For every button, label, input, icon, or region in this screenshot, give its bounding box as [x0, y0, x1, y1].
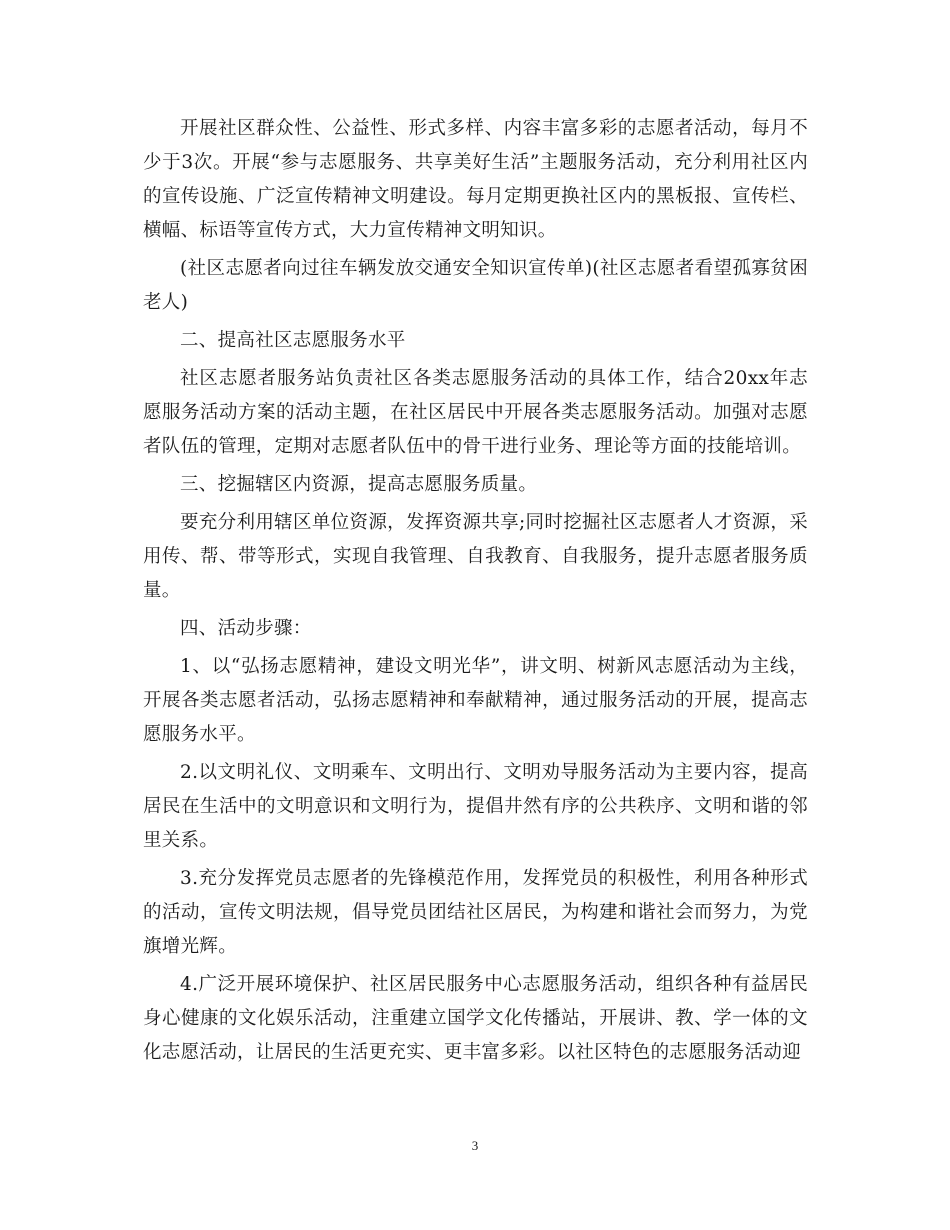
list-item: 2.以文明礼仪、文明乘车、文明出行、文明劝导服务活动为主要内容，提高居民在生活中的文明意识和文明行为，提倡井然有序的公共秩序、文明和谐的邻里关系。	[143, 762, 808, 851]
section-heading: 三、挖掘辖区内资源，提高志愿服务质量。	[180, 474, 538, 495]
section-heading: 二、提高社区志愿服务水平	[180, 330, 406, 351]
list-item: 1、以“弘扬志愿精神，建设文明光华”，讲文明、树新风志愿活动为主线，开展各类志愿者活动，弘扬志愿精神和奉献精神，通过服务活动的开展，提高志愿服务水平。	[143, 656, 808, 745]
page-number: 3	[471, 1138, 479, 1153]
body-paragraph: 要充分利用辖区单位资源，发挥资源共享;同时挖掘社区志愿者人才资源，采用传、帮、带等形式，实现自我管理、自我教育、自我服务，提升志愿者服务质量。	[143, 512, 808, 601]
list-item: 3.充分发挥党员志愿者的先锋模范作用，发挥党员的积极性，利用各种形式的活动，宣传文明法规，倡导党员团结社区居民，为构建和谐社会而努力，为党旗增光辉。	[143, 868, 808, 957]
body-paragraph: 开展社区群众性、公益性、形式多样、内容丰富多彩的志愿者活动，每月不少于3次。开展“参与志愿服务、共享美好生活”主题服务活动，充分利用社区内的宣传设施、广泛宣传精神文明建设。每月定期更换社区内的黑板报、宣传栏、横幅、标语等宣传方式，大力宣传精神文明知识。	[143, 118, 808, 241]
body-paragraph: 社区志愿者服务站负责社区各类志愿服务活动的具体工作，结合20xx年志愿服务活动方案的活动主题，在社区居民中开展各类志愿服务活动。加强对志愿者队伍的管理，定期对志愿者队伍中的骨干进行业务、理论等方面的技能培训。	[143, 368, 808, 457]
photo-caption-paragraph: (社区志愿者向过往车辆发放交通安全知识宣传单)(社区志愿者看望孤寡贫困老人)	[143, 258, 808, 313]
document-body	[143, 112, 808, 1074]
section-heading: 四、活动步骤：	[180, 618, 312, 639]
list-item: 4.广泛开展环境保护、社区居民服务中心志愿服务活动，组织各种有益居民身心健康的文化娱乐活动，注重建立国学文化传播站，开展讲、教、学一体的文化志愿活动，让居民的生活更充实、更丰富多彩。以社区特色的志愿服务活动迎	[143, 974, 808, 1063]
